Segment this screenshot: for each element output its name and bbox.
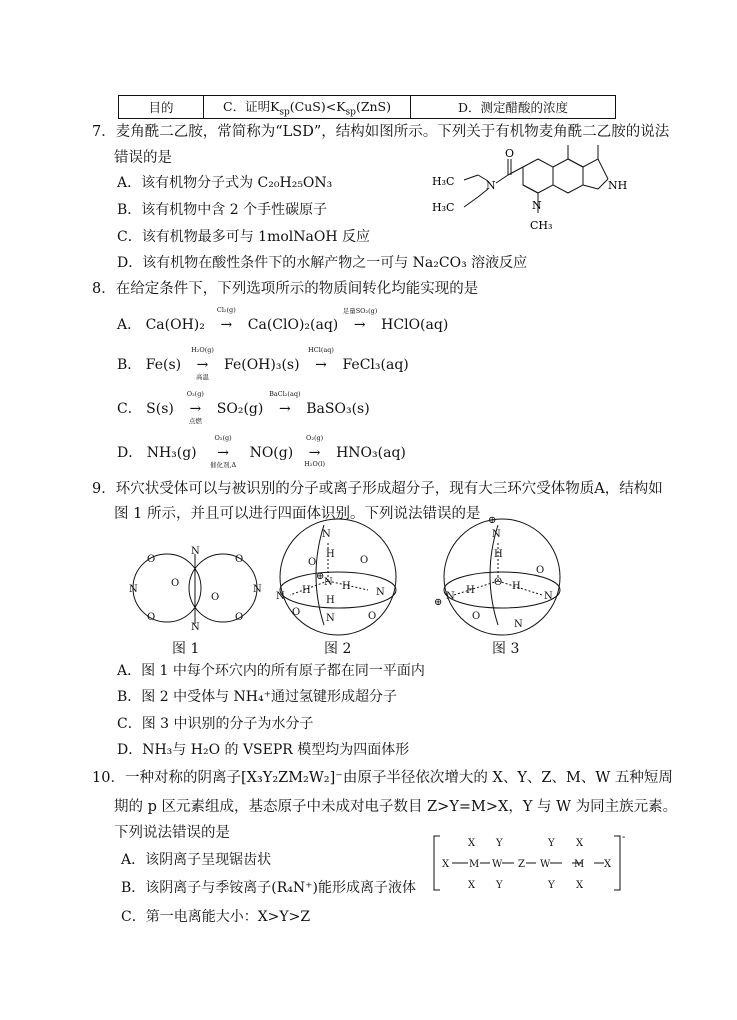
q8-b-arrow1: H₂O(g) → 高温 [186,357,220,373]
q10-stem-line2: 期的 p 区元素组成，基态原子中未成对电子数目 Z>Y=M>X，Y 与 W 为同主族元素。 [114,799,678,815]
cell-c-text: C．证明K [223,98,280,114]
fig3-o-center: O [494,577,503,588]
q8-option-b [117,346,409,381]
table-cell-option-c [204,96,411,119]
anion-x2: X [576,838,584,849]
q9-stem-line1: 9．环穴状受体可以与被识别的分子或离子形成超分子，现有大三环穴受体物质A，结构如 [92,481,663,497]
q9-stem-line2: 图 1 所示，并且可以进行四面体识别。下列说法错误的是 [114,506,481,522]
q9-option-c: C．图 3 中识别的分子为水分子 [117,716,314,732]
q8-b-arrow2: HCl(aq) → [304,357,338,373]
cell-c-sub1: sp [279,107,290,118]
q10-stem-line1: 10．一种对称的阴离子[X₃Y₂ZM₂W₂]⁻由原子半径依次增大的 X、Y、Z、M、W 五种短周 [92,770,673,786]
fig3-n-right: N [544,591,553,602]
q7-option-c: C．该有机物最多可与 1molNaOH 反应 [117,229,370,245]
anion-y1: Y [496,838,503,849]
anion-x3: X [468,880,476,891]
q8-c-cond1: O₂(g) [186,390,204,398]
lsd-structure-diagram [428,145,628,245]
figure-1-cryptand [125,540,265,640]
q8-a-cond1: Cl₂(g) [216,306,236,314]
fig3-h1: H [494,549,503,560]
indole-nh: NH [608,179,628,192]
fig1-n-left: N [129,584,138,595]
q8-option-d [117,434,406,469]
q7-stem-line2: 错误的是 [114,150,172,166]
q9-option-d: D．NH₃与 H₂O 的 VSEPR 模型均为四面体形 [117,742,410,758]
fig3-n-left: N [446,591,455,602]
anion-w1: W [492,859,503,870]
fig2-o2: O [368,611,377,622]
h3c-upper: H₃C [432,175,455,188]
anion-x-right: X [604,859,612,870]
figure-2-caption: 图 2 [324,641,352,657]
q8-c-s3: BaSO₃(s) [306,401,370,417]
fig3-o2: O [536,565,545,576]
top-table [118,95,616,119]
q8-d-arrow2: O₂(g) → H₂O(l) [298,445,332,461]
q8-option-a [117,306,449,334]
figure-2-nh4-complex [268,515,408,640]
q8-a-arrow1: Cl₂(g) → [209,317,243,333]
cell-c-end: (ZnS) [355,98,391,114]
fig2-n-top: N [322,529,331,540]
q8-b-cond2: HCl(aq) [308,346,334,354]
fig1-o1: O [147,554,156,565]
q8-b-cond1: H₂O(g) [191,346,214,354]
anion-z: Z [518,859,525,870]
fig3-h3: H [512,581,521,592]
fig1-n-top: N [191,546,200,557]
figure-3-caption: 图 3 [492,641,520,657]
cell-c-mid: (CuS)<K [289,98,346,114]
q8-d-cond1b: 催化剂,Δ [209,461,237,469]
q9-option-a: A．图 1 中每个环穴内的所有原子都在同一平面内 [117,663,425,679]
q8-option-c [117,390,370,425]
q8-d-cond2: O₂(g) [306,434,324,442]
q8-stem: 8．在给定条件下，下列选项所示的物质间转化均能实现的是 [92,281,479,297]
q8-d-cond2b: H₂O(l) [304,460,326,468]
anion-x-left: X [442,859,450,870]
carbonyl-o: O [505,147,515,160]
q10-option-c: C．第一电离能大小：X>Y>Z [121,909,311,925]
q8-d-cond1: O₂(g) [214,434,232,442]
q8-a-cond2: 足量SO₂(g) [342,307,378,315]
q8-d-s3: HNO₃(aq) [336,445,406,461]
q8-b-s3: FeCl₃(aq) [342,357,409,373]
fig1-o6: O [211,592,220,603]
fig1-n-right: N [253,584,262,595]
fig1-n-bottom: N [191,622,200,633]
anion-m2: M [574,859,585,870]
fig1-o4: O [235,612,244,623]
fig2-h4: H [326,595,335,606]
q7-option-b: B．该有机物中含 2 个手性碳原子 [117,202,328,218]
fig2-h1: H [302,585,311,596]
q8-a-label: A． [117,317,142,333]
fig2-plus: ⊕ [316,571,325,582]
q8-d-arrow1: O₂(g) → 催化剂,Δ [201,445,245,461]
n-methyl: CH₃ [530,219,553,232]
q9-option-b: B．图 2 中受体与 NH₄⁺通过氢键形成超分子 [117,689,398,705]
q8-a-s3: HClO(aq) [381,317,449,333]
fig3-plus-top: ⊕ [488,515,497,526]
q8-b-label: B． [117,357,142,373]
fig1-o3: O [235,554,244,565]
q8-b-s2: Fe(OH)₃(s) [224,357,300,373]
fig3-n-bottom: N [514,619,523,630]
cell-c-sub2: sp [345,107,356,118]
anion-x1: X [468,838,476,849]
anion-y3: Y [496,880,503,891]
q8-d-s1: NH₃(g) [146,445,197,461]
anion-y4: Y [548,880,555,891]
fig2-o3: O [308,557,317,568]
q10-stem-line3: 下列说法错误的是 [114,825,230,841]
fig2-n-center: N [324,577,333,588]
fig2-n-right: N [376,587,385,598]
anion-y2: Y [548,838,555,849]
q10-option-a: A．该阴离子呈现锯齿状 [121,852,272,868]
q7-stem-line1: 7．麦角酰二乙胺，常简称为“LSD”，结构如图所示。下列关于有机物麦角酰二乙胺的说法 [92,124,670,140]
q7-option-d: D．该有机物在酸性条件下的水解产物之一可与 Na₂CO₃ 溶液反应 [117,255,528,271]
figure-1-caption: 图 1 [172,641,200,657]
anion-m1: M [469,859,480,870]
q10-option-b: B．该阴离子与季铵离子(R₄N⁺)能形成离子液体 [121,880,417,896]
table-cell-option-d: D．测定醋酸的浓度 [411,96,616,119]
q8-c-arrow1: O₂(g) → 点燃 [178,401,212,417]
fig2-n-bottom: N [326,613,335,624]
fig2-h2: H [326,549,335,560]
fig2-h3: H [342,581,351,592]
q8-b-cond1b: 高温 [196,373,210,381]
anion-charge: - [622,832,626,843]
amide-n: N [486,179,496,192]
fig1-o2: O [147,612,156,623]
table-cell-purpose: 目的 [119,96,204,119]
fig3-h2: H [466,585,475,596]
q8-a-s1: Ca(OH)₂ [145,317,205,333]
q8-c-cond2: BaCl₂(aq) [269,390,301,398]
q8-b-s1: Fe(s) [145,357,182,373]
fig1-o5: O [171,578,180,589]
h3c-lower: H₃C [432,201,455,214]
q7-option-a: A．该有机物分子式为 C₂₀H₂₅ON₃ [117,175,333,191]
q8-a-arrow2: 足量SO₂(g) → [342,307,378,333]
figure-3-water-complex [432,515,572,640]
q8-d-label: D． [117,445,143,461]
q8-a-s2: Ca(ClO)₂(aq) [247,317,339,333]
q8-c-label: C． [117,401,142,417]
fig3-n-top: N [492,529,501,540]
anion-x4: X [576,880,584,891]
fig2-n-left: N [276,591,285,602]
q8-d-s2: NO(g) [249,445,294,461]
q8-c-arrow2: BaCl₂(aq) → [269,390,301,417]
q8-c-s1: S(s) [146,401,174,417]
q8-c-cond1b: 点燃 [188,417,202,425]
fig2-o4: O [360,555,369,566]
fig3-plus-left: ⊕ [434,597,443,608]
fig3-o1: O [472,611,481,622]
fig2-o1: O [292,607,301,618]
anion-w2: W [540,859,551,870]
ring-n: N [532,199,542,212]
anion-structure-diagram [432,832,632,896]
q8-c-s2: SO₂(g) [216,401,264,417]
